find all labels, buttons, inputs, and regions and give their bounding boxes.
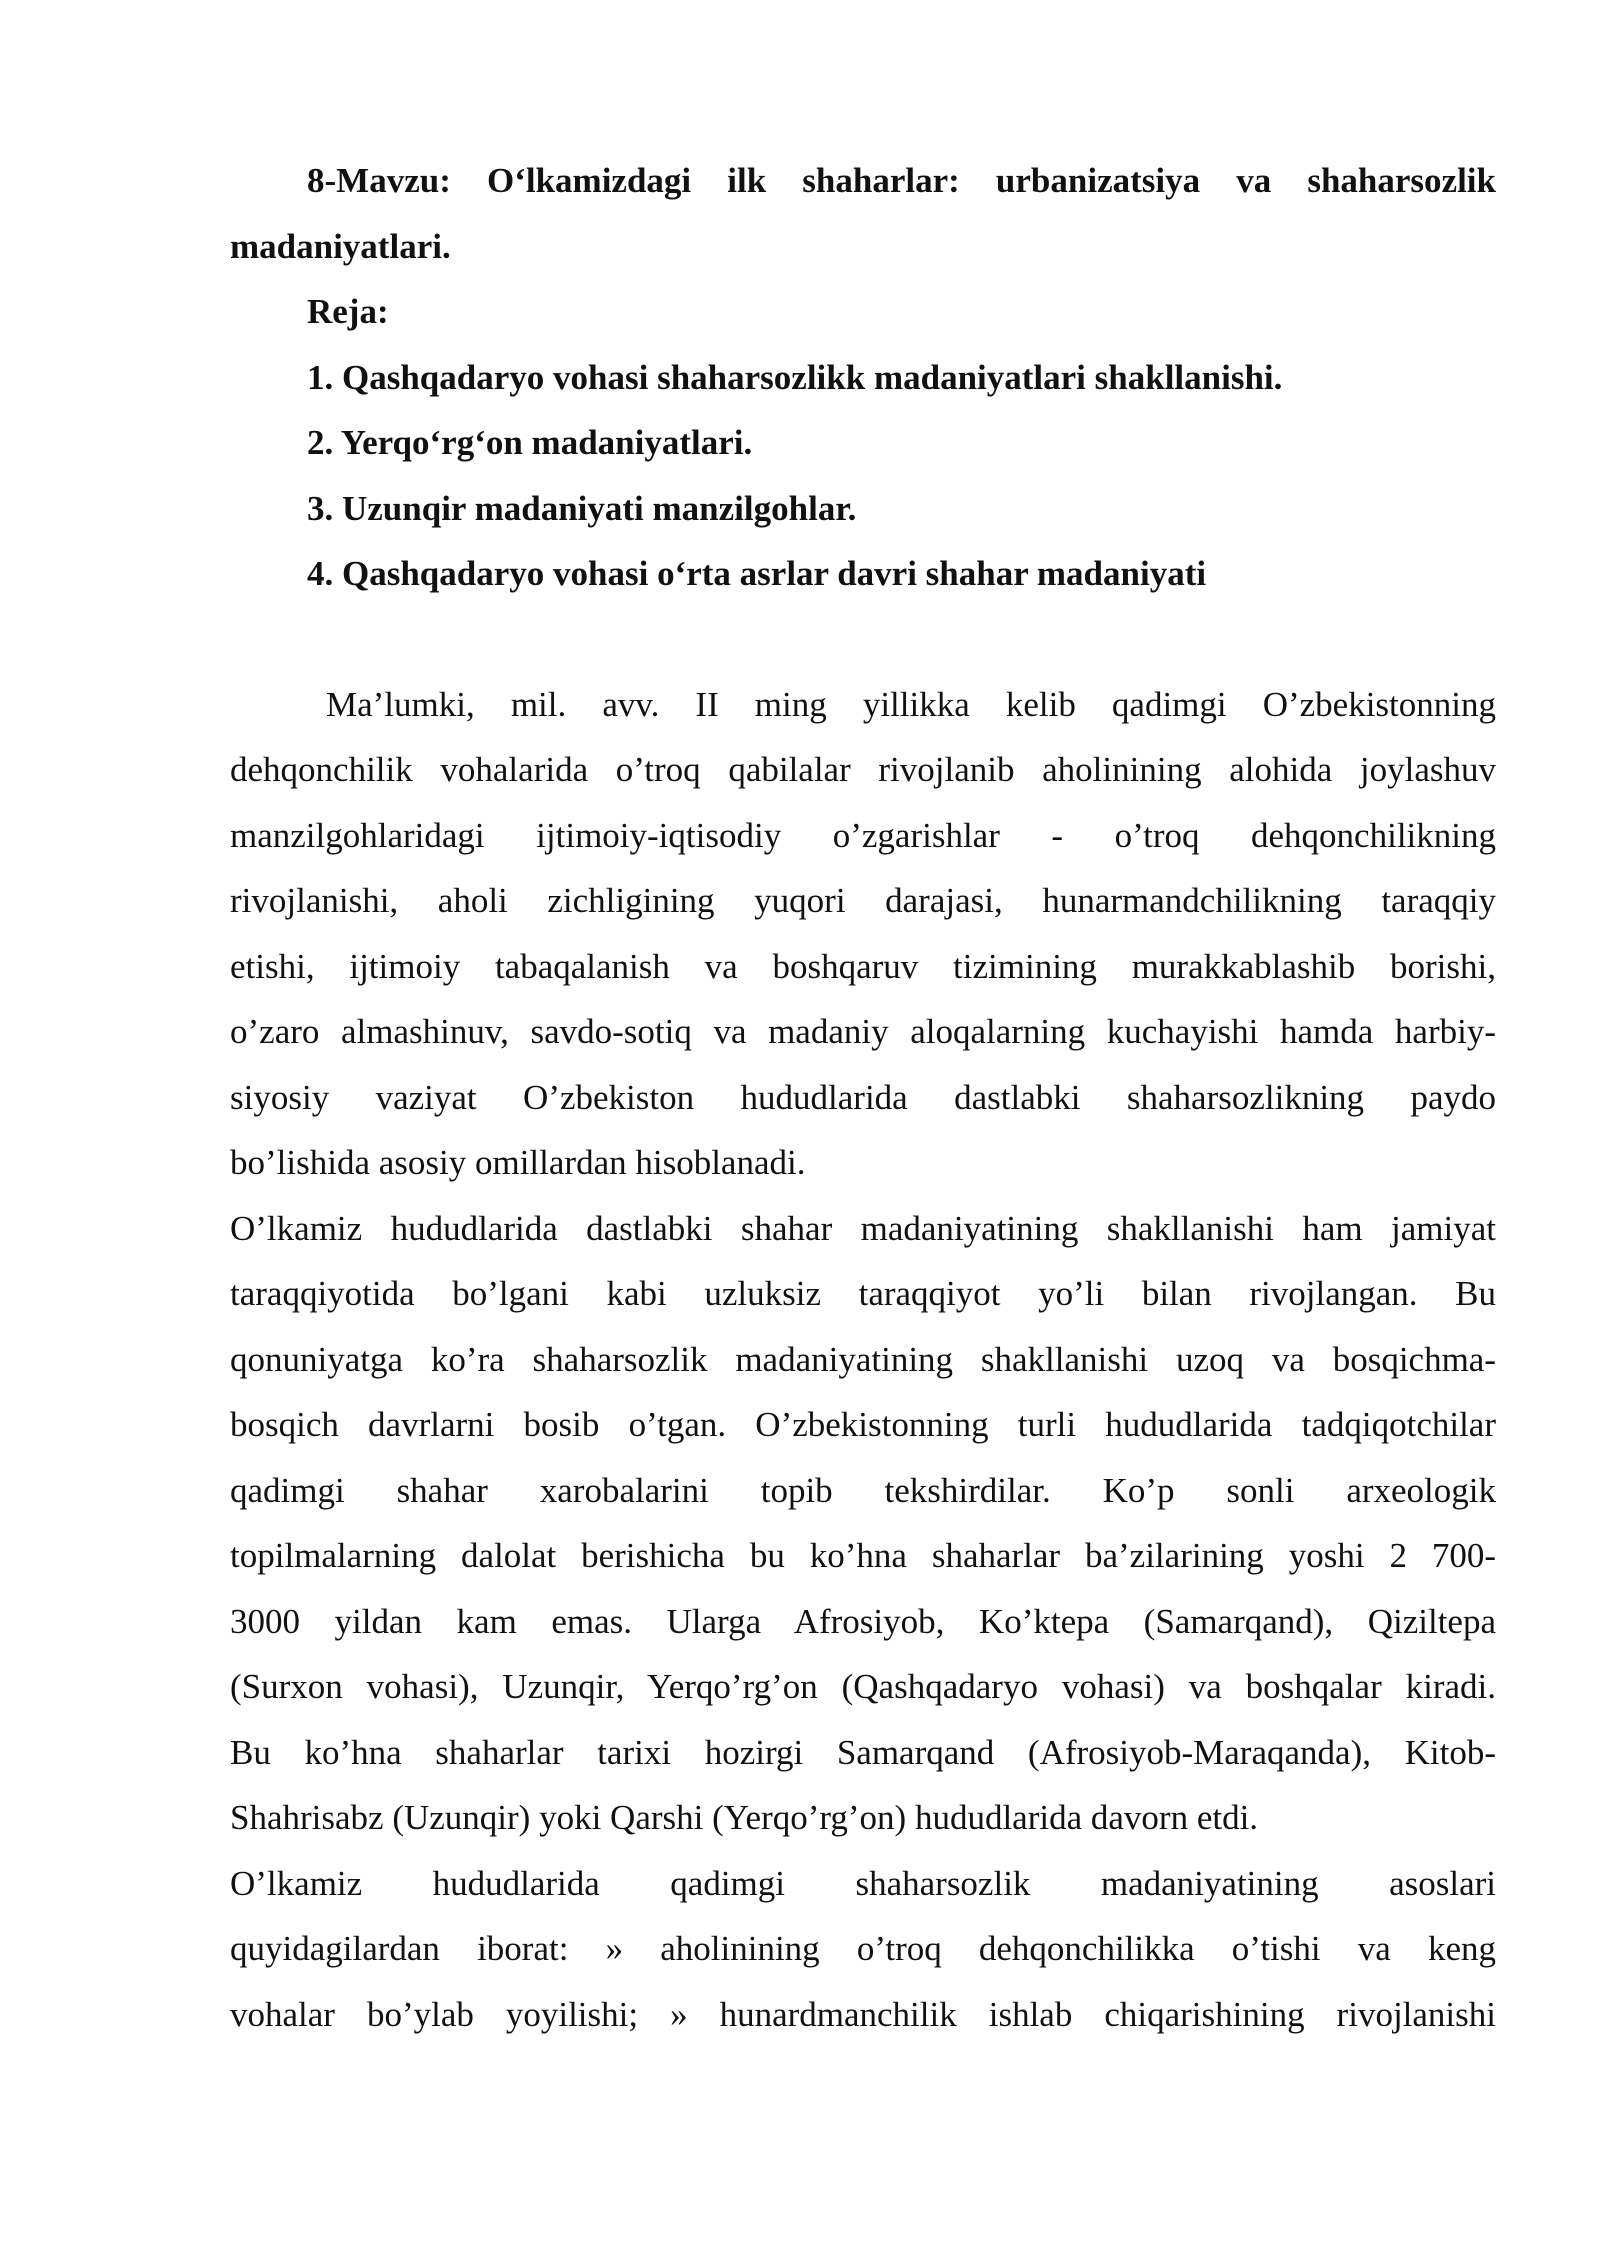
paragraph-1 [230, 672, 1496, 1196]
paragraph-3 [230, 1851, 1496, 2048]
paragraph-2-line: Bu ko’hna shaharlar tarixi hozirgi Samarqand (Afrosiyob-Maraqanda), Kitob- [230, 1732, 1496, 1772]
plan-title: Reja: [307, 292, 389, 331]
paragraph-1-line: manzilgohlaridagi ijtimoiy-iqtisodiy o’zgarishlar - o’troq dehqonchilikning [230, 815, 1496, 855]
section-gap [230, 607, 1496, 672]
paragraph-1-line: etishi, ijtimoiy tabaqalanish va boshqaruv tizimining murakkablashib borishi, [230, 946, 1496, 986]
plan-section [230, 279, 1496, 607]
paragraph-3-line: quyidagilardan iborat: » aholinining o’troq dehqonchilikka o’tishi va keng [230, 1929, 1496, 1968]
plan-item-3: 3. Uzunqir madaniyati manzilgohlar. [307, 488, 857, 528]
document-page [230, 148, 1496, 2047]
heading-line-2: madaniyatlari. [230, 226, 451, 266]
topic-heading [230, 148, 1496, 279]
paragraph-1-line: Ma’lumki, mil. avv. II ming yillikka kelib qadimgi O’zbekistonning [326, 684, 1496, 724]
paragraph-2-line: qadimgi shahar xarobalarini topib tekshirdilar. Ko’p sonli arxeologik [230, 1470, 1496, 1510]
plan-item-1: 1. Qashqadaryo vohasi shaharsozlikk madaniyatlari shakllanishi. [307, 357, 1283, 397]
paragraph-3-line: O’lkamiz hududlarida qadimgi shaharsozlik madaniyatining asoslari [230, 1863, 1496, 1903]
paragraph-2-line: 3000 yildan kam emas. Ularga Afrosiyob, Ko’ktepa (Samarqand), Qiziltepa [230, 1601, 1496, 1641]
paragraph-2-line: qonuniyatga ko’ra shaharsozlik madaniyatining shakllanishi uzoq va bosqichma- [230, 1339, 1496, 1379]
paragraph-1-line: bo’lishida asosiy omillardan hisoblanadi. [230, 1143, 806, 1182]
paragraph-2-line: (Surxon vohasi), Uzunqir, Yerqo’rg’on (Qashqadaryo vohasi) va boshqalar kiradi. [230, 1667, 1496, 1706]
heading-line-1: 8-Mavzu: O‘lkamizdagi ilk shaharlar: urbanizatsiya va shaharsozlik [307, 161, 1496, 200]
paragraph-2-line: O’lkamiz hududlarida dastlabki shahar madaniyatining shakllanishi ham jamiyat [230, 1208, 1496, 1248]
paragraph-3-line: vohalar bo’ylab yoyilishi; » hunardmanchilik ishlab chiqarishining rivojlanishi [230, 1994, 1496, 2034]
paragraph-2-line: taraqqiyotida bo’lgani kabi uzluksiz taraqqiyot yo’li bilan rivojlangan. Bu [230, 1274, 1496, 1313]
paragraph-1-line: rivojlanishi, aholi zichligining yuqori darajasi, hunarmandchilikning taraqqiy [230, 881, 1496, 920]
plan-item-2: 2. Yerqo‘rg‘on madaniyatlari. [307, 423, 753, 462]
paragraph-2-line: Shahrisabz (Uzunqir) yoki Qarshi (Yerqo’rg’on) hududlarida davorn etdi. [230, 1798, 1259, 1837]
paragraph-1-line: o’zaro almashinuv, savdo-sotiq va madaniy aloqalarning kuchayishi hamda harbiy- [230, 1012, 1496, 1051]
paragraph-2-line: topilmalarning dalolat berishicha bu ko’hna shaharlar ba’zilarining yoshi 2 700- [230, 1536, 1496, 1575]
paragraph-2-line: bosqich davrlarni bosib o’tgan. O’zbekistonning turli hududlarida tadqiqotchilar [230, 1405, 1496, 1444]
paragraph-2 [230, 1196, 1496, 1851]
plan-item-4: 4. Qashqadaryo vohasi o‘rta asrlar davri shahar madaniyati [307, 554, 1207, 593]
paragraph-1-line: dehqonchilik vohalarida o’troq qabilalar rivojlanib aholinining alohida joylashuv [230, 750, 1496, 789]
paragraph-1-line: siyosiy vaziyat O’zbekiston hududlarida dastlabki shaharsozlikning paydo [230, 1077, 1496, 1117]
